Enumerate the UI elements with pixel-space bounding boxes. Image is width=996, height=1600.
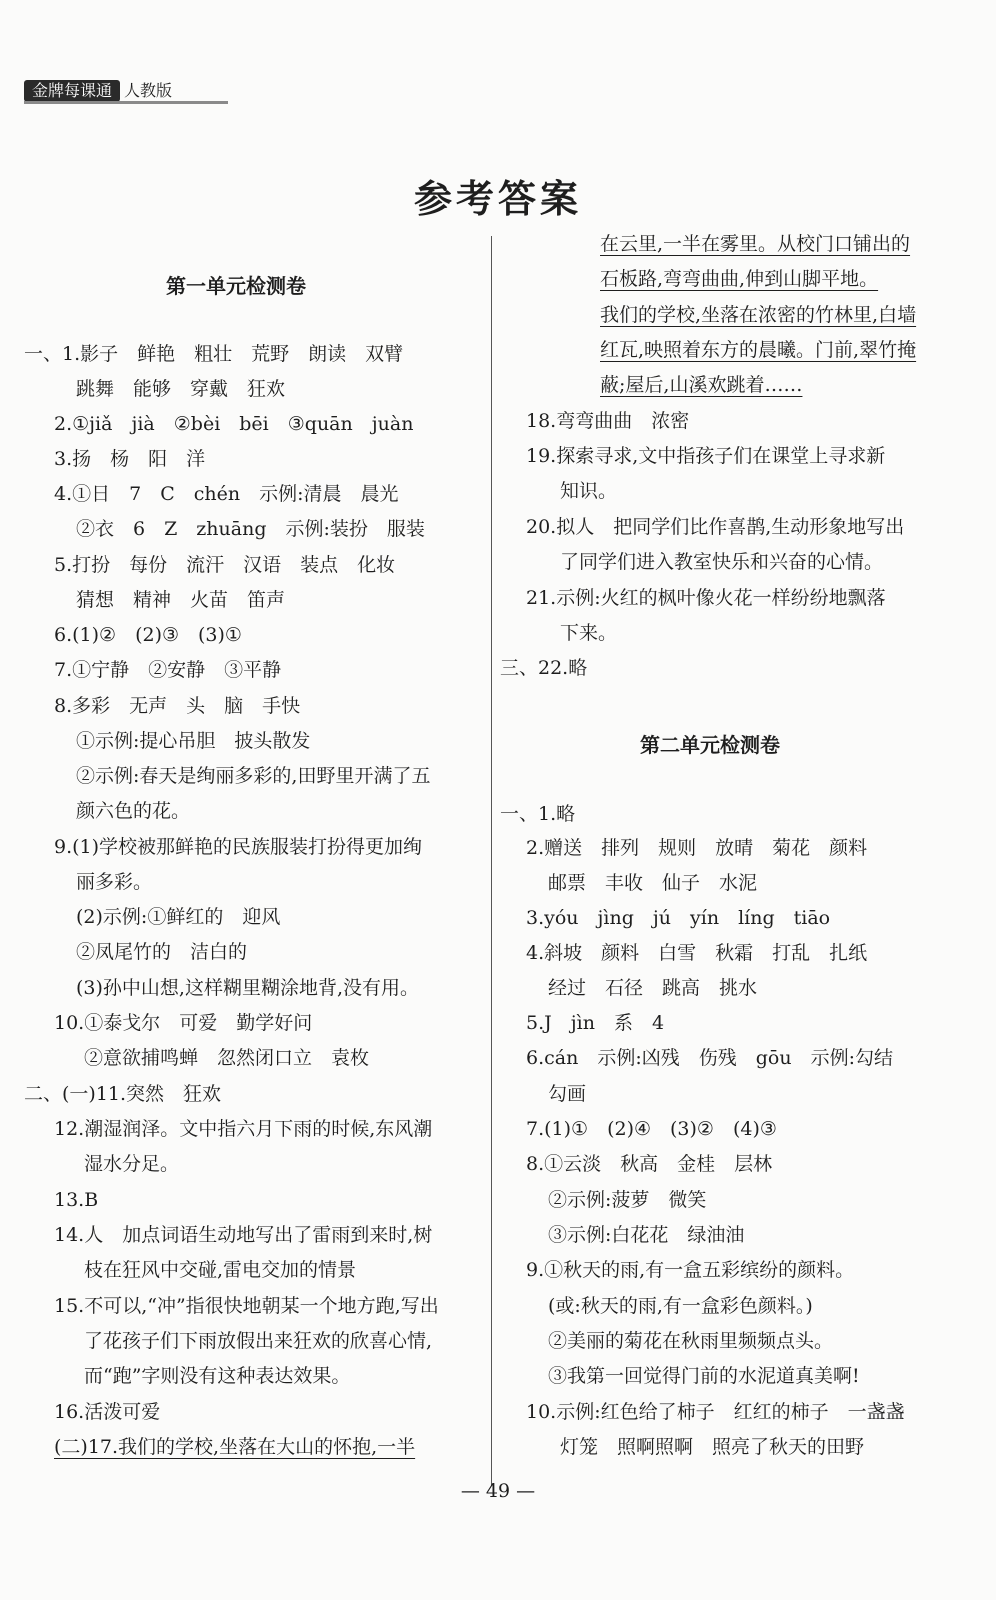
answer-line: 4.①日 7 C chén 示例:清晨 晨光 <box>54 483 399 505</box>
answer-line: 5.J jìn 系 4 <box>526 1012 665 1034</box>
answer-line: 3.扬 杨 阳 洋 <box>54 448 206 470</box>
answer-line-underlined: (二)17.我们的学校,坐落在大山的怀抱,一半 <box>54 1436 416 1458</box>
answer-line: 颜六色的花。 <box>76 800 191 822</box>
unit1-heading: 第一单元检测卷 <box>166 274 306 298</box>
answer-line: (3)孙中山想,这样糊里糊涂地背,没有用。 <box>76 977 419 999</box>
answer-line: 二、(一)11.突然 狂欢 <box>24 1083 222 1105</box>
answer-line: 知识。 <box>560 480 618 502</box>
answer-line: 枝在狂风中交碰,雷电交加的情景 <box>84 1259 357 1281</box>
answer-line: 9.(1)学校被那鲜艳的民族服装打扮得更加绚 <box>54 836 423 858</box>
answer-line: 2.①jiǎ jià ②bèi bēi ③quān juàn <box>54 413 414 435</box>
brand-label: 金牌每课通 <box>24 80 120 102</box>
answer-line: ②意欲捕鸣蝉 忽然闭口立 袁枚 <box>84 1047 370 1069</box>
answer-line: 8.①云淡 秋高 金桂 层林 <box>526 1153 773 1175</box>
answer-line: 13.B <box>54 1189 99 1211</box>
answer-line: 勾画 <box>548 1083 587 1105</box>
answer-line: 6.cán 示例:凶残 伤残 gōu 示例:勾结 <box>526 1047 893 1069</box>
answer-line: 10.示例:红色给了柿子 红红的柿子 一盏盏 <box>526 1401 905 1423</box>
answer-line: 10.①泰戈尔 可爱 勤学好问 <box>54 1012 313 1034</box>
answer-line: 三、22.略 <box>500 657 588 679</box>
answer-line: ③我第一回觉得门前的水泥道真美啊! <box>548 1365 860 1387</box>
answer-line: ③示例:白花花 绿油油 <box>548 1224 745 1246</box>
edition-label: 人教版 <box>124 81 173 100</box>
answer-line: 猜想 精神 火苗 笛声 <box>76 589 286 611</box>
answer-line: 8.多彩 无声 头 脑 手快 <box>54 695 301 717</box>
answer-line-underlined: 在云里,一半在雾里。从校门口铺出的 <box>600 233 911 255</box>
answer-line-underlined: 蔽;屋后,山溪欢跳着…… <box>600 374 803 396</box>
answer-line: 6.(1)② (2)③ (3)① <box>54 624 242 646</box>
column-divider <box>491 236 492 1486</box>
answer-line: 了同学们进入教室快乐和兴奋的心情。 <box>560 551 884 573</box>
answer-line: 3.yóu jìng jú yín líng tiāo <box>526 907 831 929</box>
answer-line: ②衣 6 Z zhuāng 示例:装扮 服装 <box>76 518 425 540</box>
answer-line: 湿水分足。 <box>84 1153 180 1175</box>
answer-line: 12.潮湿润泽。文中指六月下雨的时候,东风潮 <box>54 1118 433 1140</box>
answer-line: 15.不可以,“冲”指很快地朝某一个地方跑,写出 <box>54 1295 439 1317</box>
answer-line: 邮票 丰收 仙子 水泥 <box>548 872 758 894</box>
answer-line: 了花孩子们下雨放假出来狂欢的欣喜心情, <box>84 1330 433 1352</box>
answer-line: 7.(1)① (2)④ (3)② (4)③ <box>526 1118 777 1140</box>
answer-line: 18.弯弯曲曲 浓密 <box>526 410 690 432</box>
answer-line: 14.人 加点词语生动地写出了雷雨到来时,树 <box>54 1224 433 1246</box>
page-title: 参考答案 <box>413 176 582 221</box>
answer-line: 21.示例:火红的枫叶像火花一样纷纷地飘落 <box>526 587 886 609</box>
answer-line-underlined: 红瓦,映照着东方的晨曦。门前,翠竹掩 <box>600 339 917 361</box>
answer-line: 9.①秋天的雨,有一盒五彩缤纷的颜料。 <box>526 1259 855 1281</box>
book-header <box>24 78 176 102</box>
header-rule <box>24 101 228 104</box>
answer-line: 20.拟人 把同学们比作喜鹊,生动形象地写出 <box>526 516 905 538</box>
answer-line: 16.活泼可爱 <box>54 1401 161 1423</box>
answer-line: ①示例:提心吊胆 披头散发 <box>76 730 311 752</box>
answer-line-underlined: 我们的学校,坐落在浓密的竹林里,白墙 <box>600 304 917 326</box>
answer-line: 经过 石径 跳高 挑水 <box>548 977 758 999</box>
answer-line: ②示例:春天是绚丽多彩的,田野里开满了五 <box>76 765 431 787</box>
answer-line: 下来。 <box>560 622 618 644</box>
answer-line: (或:秋天的雨,有一盒彩色颜料。) <box>548 1295 813 1317</box>
unit2-heading: 第二单元检测卷 <box>640 733 780 757</box>
answer-line-underlined: 石板路,弯弯曲曲,伸到山脚平地。 <box>600 268 879 290</box>
page-number: — 49 — <box>460 1480 536 1502</box>
answer-line: 7.①宁静 ②安静 ③平静 <box>54 659 282 681</box>
answer-line: 一、1.略 <box>500 803 576 825</box>
answer-line: 而“跑”字则没有这种表达效果。 <box>84 1365 351 1387</box>
answer-line: (2)示例:①鲜红的 迎风 <box>76 906 281 928</box>
answer-line: 一、1.影子 鲜艳 粗壮 荒野 朗读 双臂 <box>24 343 404 365</box>
answer-line: 5.打扮 每份 流汗 汉语 装点 化妆 <box>54 554 396 576</box>
answer-line: ②凤尾竹的 洁白的 <box>76 941 248 963</box>
answer-line: ②示例:菠萝 微笑 <box>548 1189 707 1211</box>
answer-line: 丽多彩。 <box>76 871 153 893</box>
answer-line: 2.赠送 排列 规则 放晴 菊花 颜料 <box>526 837 868 859</box>
answer-line: 跳舞 能够 穿戴 狂欢 <box>76 378 286 400</box>
answer-line: 灯笼 照啊照啊 照亮了秋天的田野 <box>560 1436 865 1458</box>
answer-line: 19.探索寻求,文中指孩子们在课堂上寻求新 <box>526 445 886 467</box>
answer-line: 4.斜坡 颜料 白雪 秋霜 打乱 扎纸 <box>526 942 868 964</box>
answer-line: ②美丽的菊花在秋雨里频频点头。 <box>548 1330 834 1352</box>
